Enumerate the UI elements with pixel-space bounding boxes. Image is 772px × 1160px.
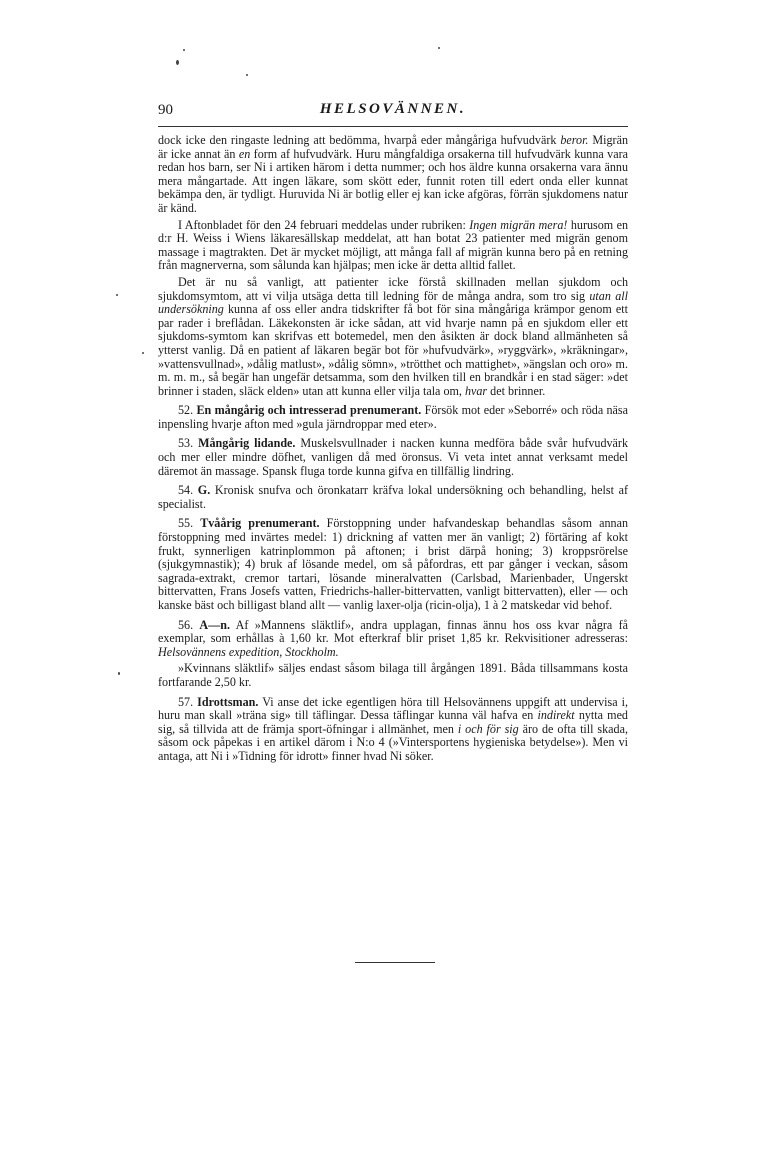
answer-57: 57. Idrottsman. Vi anse det icke egentligen höra till Helsovännens uppgift att undervisa i, huru man skall »träna sig» till täflingar. Dessa täflingar kunna väl hafva en indirekt nytta med sig, så tillvida att de främja sport-öfningar i allmänhet, men i och för sig äro de ofta till skada, såsom ock påpekas i en artikel därom i N:o 4 (»Vintersportens hygieniska betydelse»). Men vi antaga, att Ni i »Tidning för idrott» finner hvad Ni söker. (158, 694, 628, 763)
header-rule (158, 126, 628, 127)
paragraph: I Aftonbladet för den 24 februari meddelas under rubriken: Ingen migrän mera! hurusom en d:r H. Weiss i Wiens läkaresällskap meddelat, att han botat 23 patienter med migrän genom massage i magtrakten. Det är mycket möjligt, att många fall af migrän kunna bero på en retning från magnerverna, som sålunda kan hjälpas; men icke är detta alltid fallet. (158, 217, 628, 273)
answer-56: 56. A—n. Af »Mannens släktlif», andra upplagan, finnas ännu hos oss kvar några få exemplar, som erhållas à 1,60 kr. Mot efterkraf blir priset 1,85 kr. Rekvisitioner adresseras: Helsovännens expedition, Stockholm. (158, 617, 628, 659)
answer-52: 52. En mångårig och intresserad prenumerant. Försök mot eder »Seborré» och röda näsa inpensling hvarje afton med »gula järndroppar med eter». (158, 403, 629, 431)
paragraph: Det är nu så vanligt, att patienter icke förstå skillnaden mellan sjukdom och sjukdomsymtom, att vi vilja utsäga detta till ledning för de många andra, som tro sig utan all undersökning kunna af oss eller andra tidskrifter få bot för sina mångåriga krämpor genom ett par rader i breflådan. Läkekonsten är icke sådan, att vid hvarje namn på en sjukdom eller ett sjukdoms-symtom kan skrifvas ett botemedel, men den åsikten är dock bland allmänheten så ytterst vanlig. Då en patient af läkaren begär bot för »hufvudvärk», »ryggvärk», »kräkningar», »vattensvullnad», »dålig matlust», »dålig sömn», »trötthet och mattighet», »ängslan och oro» m. m. m. m., så begär han ungefär detsamma, som den hvilken till en brandkår i en stad säger: »det brinner i staden, släck elden» utan att kunna eller vilja tala om, hvar det brinner. (158, 274, 628, 398)
article-body (158, 134, 628, 767)
answer-53: 53. Mångårig lidande. Muskelsvullnader i nacken kunna medföra både svår hufvudvärk och mer eller mindre döfhet, vanligen då med öronsus. Vi veta intet annat verksamt medel däremot än massage. Spansk fluga torde kunna gifva en tillfällig lindring. (158, 436, 629, 478)
running-header (158, 100, 628, 124)
running-title: HELSOVÄNNEN. (319, 101, 467, 117)
answer-54: 54. G. Kronisk snufva och öronkatarr kräfva lokal undersökning och behandling, helst af specialist. (158, 483, 629, 511)
answer-56-continued: »Kvinnans släktlif» säljes endast såsom bilaga till årgången 1891. Båda tillsammans kosta fortfarande 2,50 kr. (158, 661, 628, 689)
paragraph: dock icke den ringaste ledning att bedömma, hvarpå eder mångåriga hufvudvärk beror. Migrän är icke annat än en form af hufvudvärk. Huru mångfaldiga orsakerna till hufvudvärk kunna vara redan hos barn, ser Ni i artiken härom i detta nummer; och hos äldre kunna orsakerna vara ännu mera mångartade. Att ingen läkare, som skött eder, funnit roten till edert onda eller kunnat bekämpa den, är tydligt. Huruvida Ni är botlig eller ej kan icke afgöras, förrän sjukdomens natur är känd. (158, 133, 628, 215)
page-number: 90 (158, 102, 173, 118)
closing-rule (355, 962, 435, 963)
answer-55: 55. Tvåårig prenumerant. Förstoppning under hafvandeskap behandlas såsom annan förstoppning med invärtes medel: 1) drickning af vatten mer än vanligt; 2) förtäring af kokt frukt, synnerligen katrinplommon på aftonen; i brist därpå honing; 3) kroppsrörelse (sjukgymnastik); 4) bruk af lösande medel, om så påfordras, ett par gånger i veckan, såsom sagrada-extrakt, cremor tartari, lösande mineralvatten (Carlsbad, Marienbader, Ungerskt bittervatten, Frans Josefs vatten, Friedrichs-haller-bittervatten, vanligt bittervatten), eller — och kanske bäst och billigast bland allt — vanlig laxer-olja (ricin-olja), 1 à 2 matskedar vid behof. (158, 516, 628, 612)
